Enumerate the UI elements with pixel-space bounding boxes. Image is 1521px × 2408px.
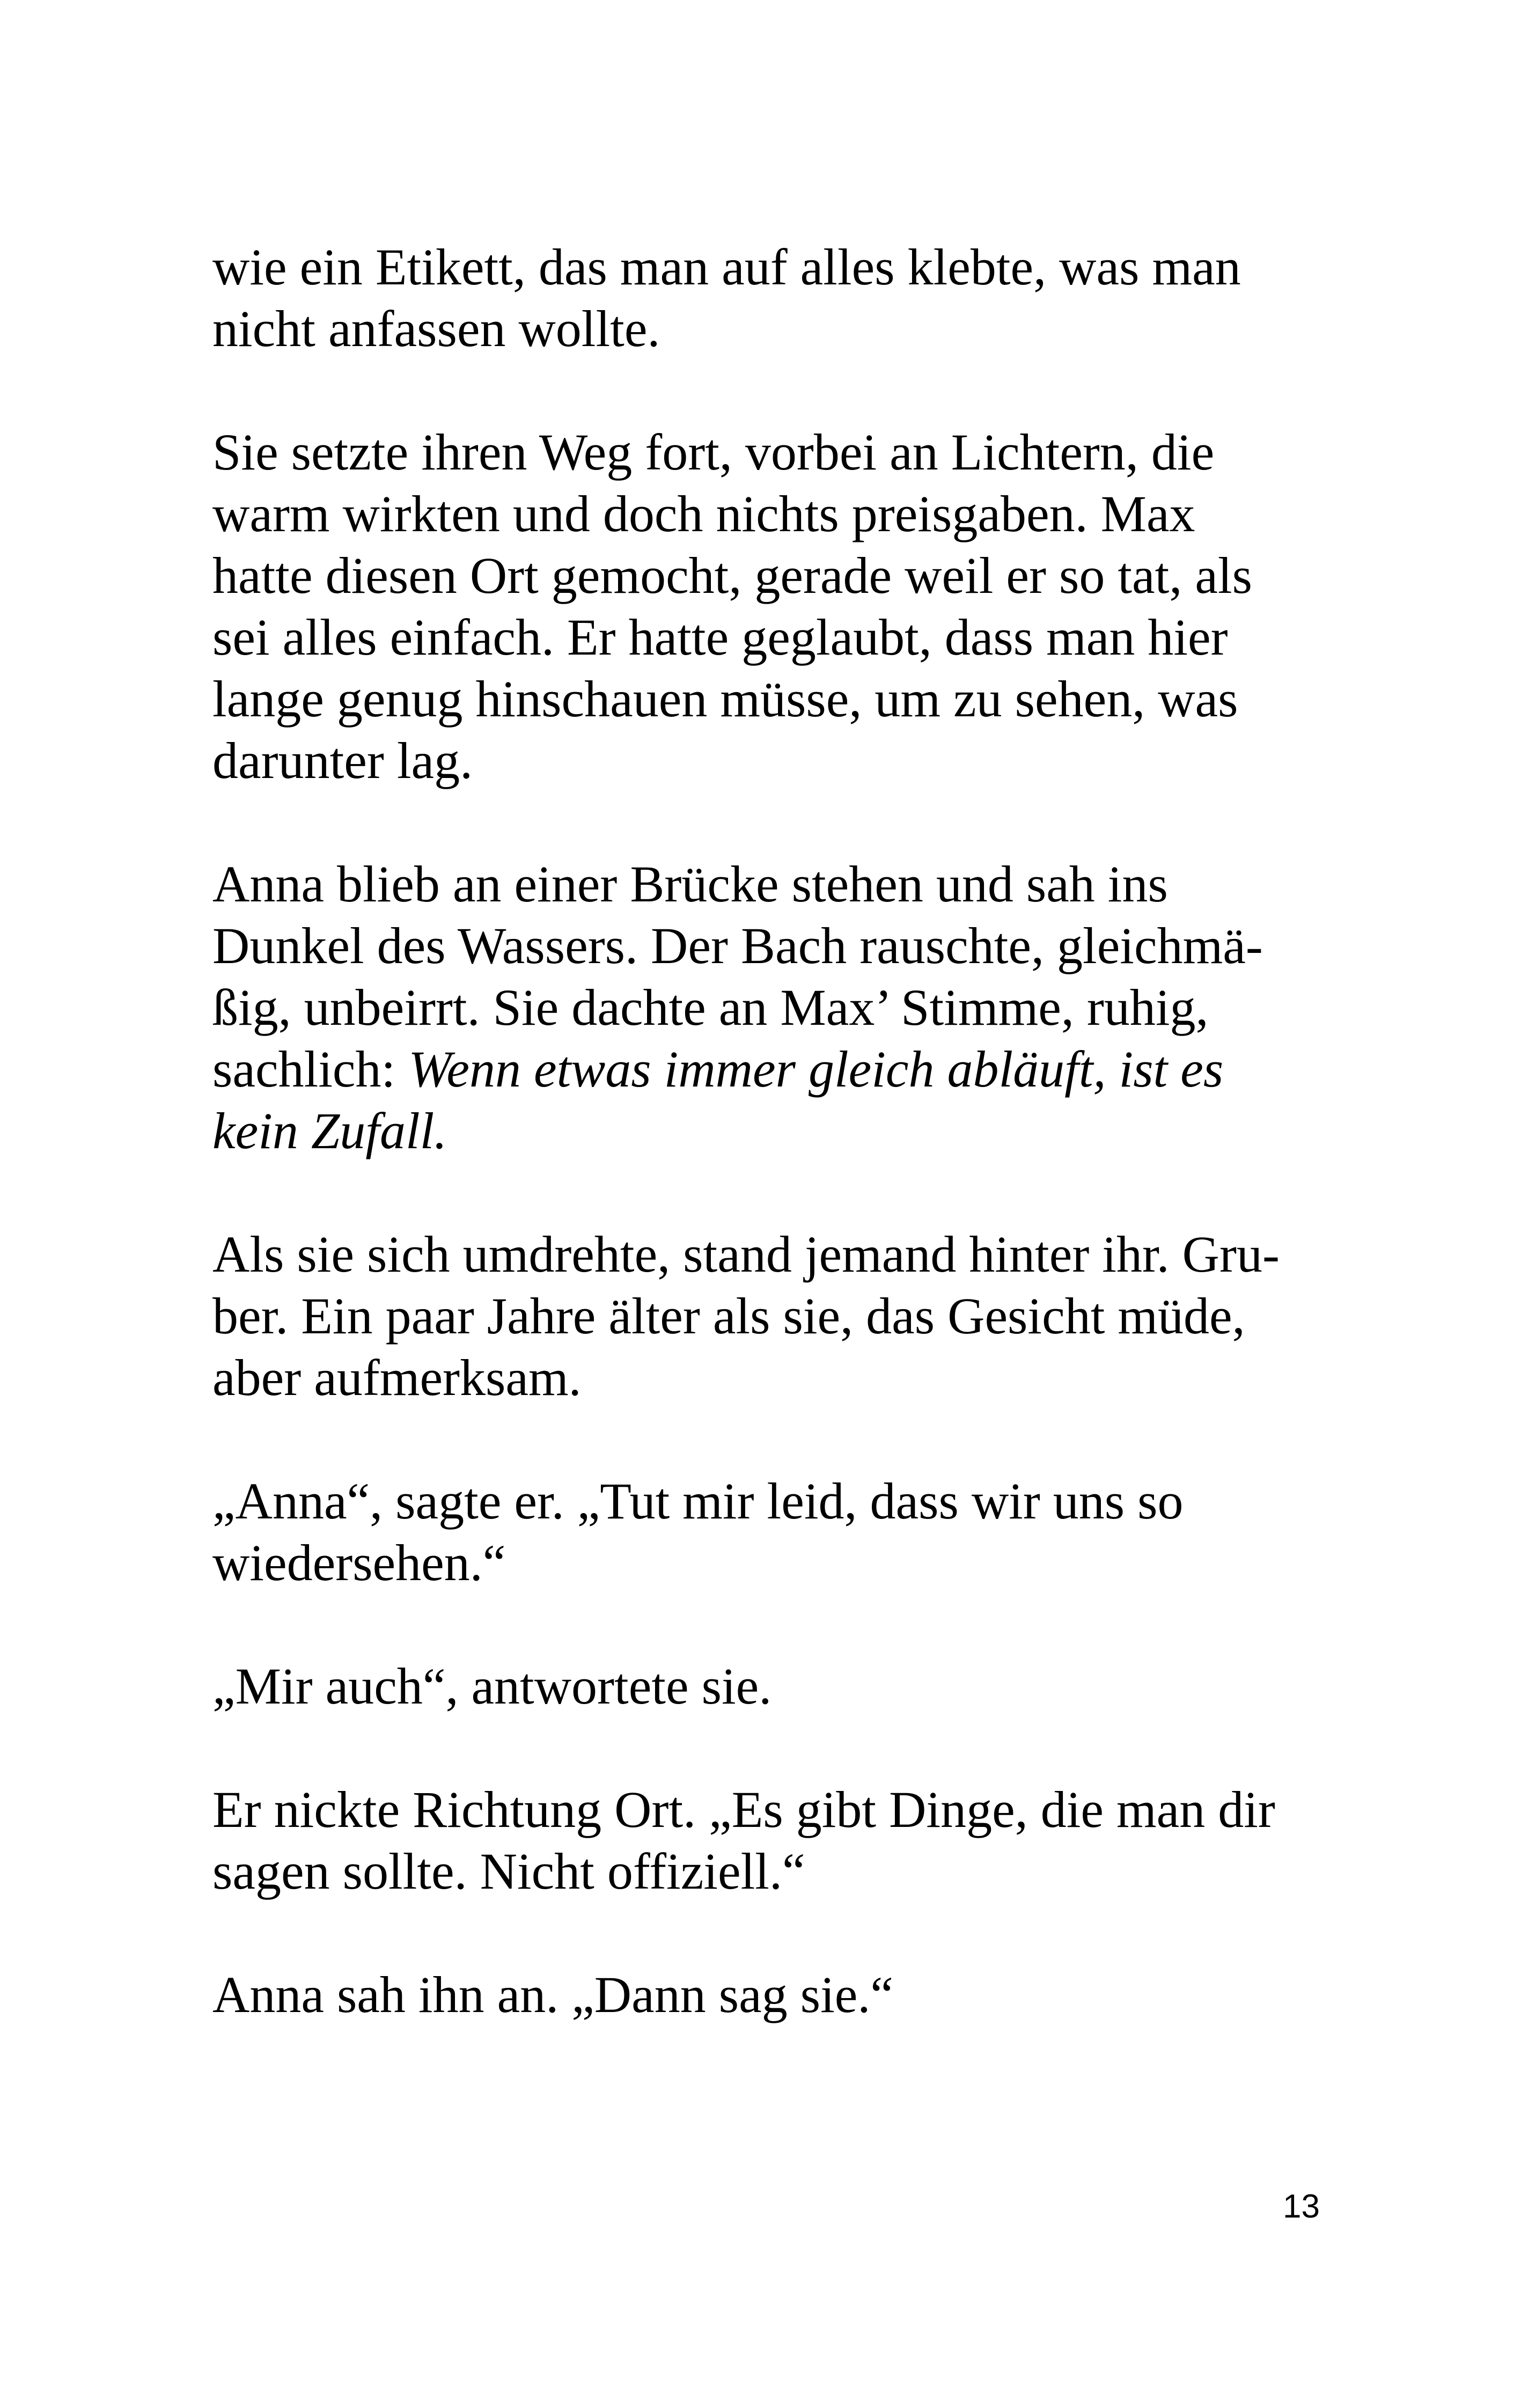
paragraph — [212, 236, 1334, 359]
paragraph — [212, 1470, 1334, 1594]
paragraph — [212, 421, 1334, 791]
body-text — [212, 236, 1334, 2025]
text-line: sei alles einfach. Er hatte geglaubt, dass man hier — [212, 608, 1228, 666]
text-line: Anna blieb an einer Brücke stehen und sah ins — [212, 855, 1168, 913]
text-line: Sie setzte ihren Weg fort, vorbei an Lichtern, die — [212, 423, 1215, 481]
text-line: hatte diesen Ort gemocht, gerade weil er so tat, als — [212, 547, 1252, 604]
text-line: Als sie sich umdrehte, stand jemand hinter ihr. Gru- — [212, 1225, 1280, 1283]
text-line: sagen sollte. Nicht offiziell.“ — [212, 1842, 805, 1900]
paragraph — [212, 1779, 1334, 1902]
text-line — [212, 1038, 1334, 1100]
text-line: darunter lag. — [212, 732, 473, 789]
text-line: Dunkel des Wassers. Der Bach rauschte, gleichmä- — [212, 917, 1263, 974]
text-line: aber aufmerksam. — [212, 1349, 582, 1406]
text-line — [212, 1100, 1334, 1162]
page-number: 13 — [1283, 2188, 1320, 2225]
italic-quote: Wenn etwas immer gleich abläuft, ist es — [408, 1040, 1224, 1098]
italic-quote: kein Zufall. — [212, 1102, 447, 1159]
text-segment: sachlich: — [212, 1040, 409, 1098]
text-line: lange genug hinschauen müsse, um zu sehen, was — [212, 670, 1238, 728]
paragraph — [212, 1964, 1334, 2025]
text-line: wie ein Etikett, das man auf alles klebte, was man — [212, 238, 1241, 296]
text-line: ßig, unbeirrt. Sie dachte an Max’ Stimme, ruhig, — [212, 979, 1209, 1036]
text-line: warm wirkten und doch nichts preisgaben. Max — [212, 485, 1195, 542]
paragraph — [212, 1223, 1334, 1408]
text-line: ber. Ein paar Jahre älter als sie, das Gesicht müde, — [212, 1287, 1245, 1345]
paragraph — [212, 1655, 1334, 1717]
text-line: „Anna“, sagte er. „Tut mir leid, dass wir uns so — [212, 1472, 1184, 1530]
text-line: Anna sah ihn an. „Dann sag sie.“ — [212, 1966, 893, 2023]
paragraph — [212, 853, 1334, 1162]
text-line: nicht anfassen wollte. — [212, 300, 660, 357]
text-line: „Mir auch“, antwortete sie. — [212, 1657, 772, 1715]
text-line: wiedersehen.“ — [212, 1534, 506, 1591]
text-line: Er nickte Richtung Ort. „Es gibt Dinge, die man dir — [212, 1781, 1275, 1838]
